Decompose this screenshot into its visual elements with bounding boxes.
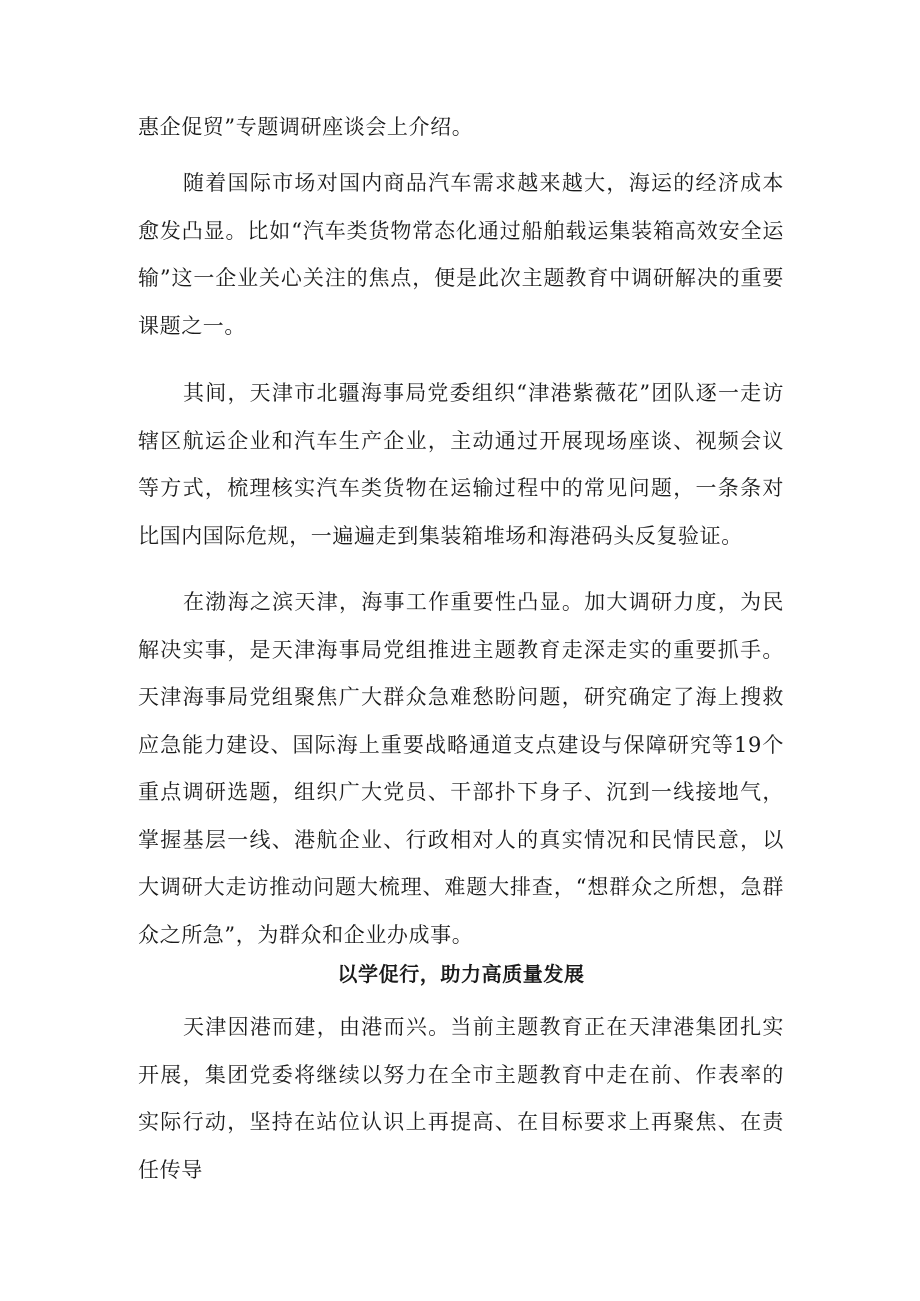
paragraph-shipping-costs: 随着国际市场对国内商品汽车需求越来越大，海运的经济成本愈发凸显。比如“汽车类货物常态化通过船舶载运集装箱高效安全运输”这一企业关心关注的焦点，便是此次主题教育中调研解决的重要课题之一。 [138,171,784,338]
paragraph-tianjin-port: 天津因港而建，由港而兴。当前主题教育正在天津港集团扎实开展，集团党委将继续以努力在全市主题教育中走在前、作表率的实际行动，坚持在站位认识上再提高、在目标要求上再聚焦、在责任传导 [138,1015,784,1182]
paragraph-continuation: 惠企促贸”专题调研座谈会上介绍。 [138,115,474,139]
paragraph-maritime-research: 在渤海之滨天津，海事工作重要性凸显。加大调研力度，为民解决实事，是天津海事局党组推进主题教育走深走实的重要抓手。天津海事局党组聚焦广大群众急难愁盼问题，研究确定了海上搜救应急能力建设、国际海上重要战略通道支点建设与保障研究等19个重点调研选题，组织广大党员、干部扑下身子、沉到一线接地气，掌握基层一线、港航企业、行政相对人的真实情况和民情民意，以大调研大走访推动问题大梳理、难题大排查，“想群众之所想，急群众之所急”，为群众和企业办成事。 [138,590,784,947]
paragraph-team-visits: 其间，天津市北疆海事局党委组织“津港紫薇花”团队逐一走访辖区航运企业和汽车生产企业，主动通过开展现场座谈、视频会议等方式，梳理核实汽车类货物在运输过程中的常见问题，一条条对比国内国际危规，一遍遍走到集装箱堆场和海港码头反复验证。 [138,381,784,548]
section-heading: 以学促行，助力高质量发展 [337,962,585,986]
